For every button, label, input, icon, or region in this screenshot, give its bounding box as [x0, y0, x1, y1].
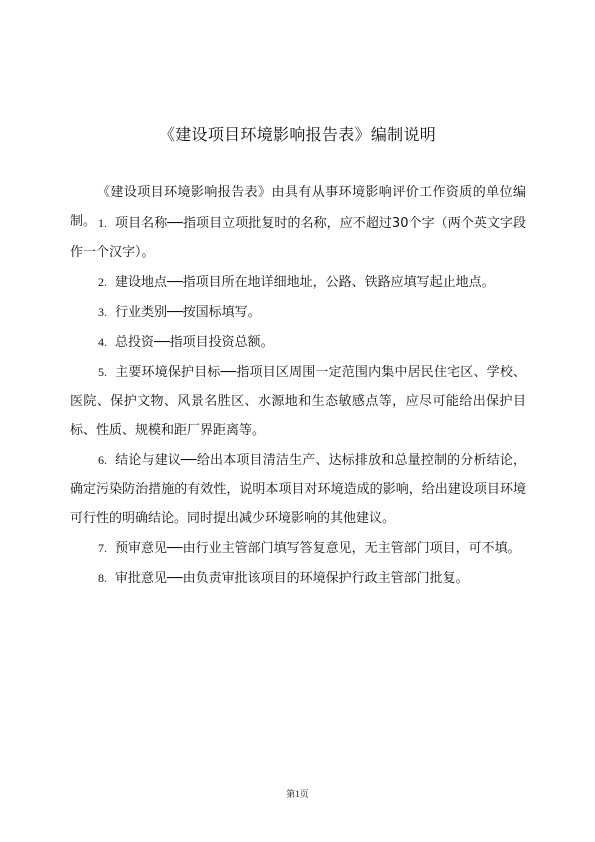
item-number: 3.: [98, 305, 107, 319]
list-item: [70, 268, 526, 297]
item-text: 主要环境保护目标──指项目区周围一定范围内集中居民住宅区、学校、医院、保护文物、风景名胜区、水源地和生态敏感点等，应尽可能给出保护目标、性质、规模和距厂界距离等。: [70, 365, 526, 438]
item-number: 7.: [98, 541, 107, 555]
list-item: [70, 534, 526, 563]
item-text: 行业类别──按国标填写。: [115, 305, 261, 320]
list-item: [70, 358, 526, 445]
document-title: 《建设项目环境影响报告表》编制说明: [158, 125, 437, 144]
list-item: [70, 328, 526, 357]
item-number: 1.: [98, 216, 107, 230]
intro-paragraph: 《建设项目环境影响报告表》由具有从事环境影响评价工作资质的单位编制。: [70, 185, 526, 229]
list-item: [70, 298, 526, 327]
list-item: [70, 564, 526, 593]
list-item: [70, 209, 526, 267]
item-number: 8.: [98, 571, 107, 585]
item-number: 5.: [98, 365, 107, 379]
item-text: 预审意见──由行业主管部门填写答复意见，无主管部门项目，可不填。: [115, 541, 521, 556]
instruction-list: [70, 209, 526, 594]
item-text: 项目名称──指项目立项批复时的名称，应不超过30个字（两个英文字段作一个汉字）。: [70, 216, 526, 260]
item-text: 总投资──指项目投资总额。: [115, 335, 274, 350]
item-number: 4.: [98, 335, 107, 349]
item-number: 6.: [98, 453, 107, 467]
item-text: 结论与建议──给出本项目清洁生产、达标排放和总量控制的分析结论，确定污染防治措施的有效性，说明本项目对环境造成的影响，给出建设项目环境可行性的明确结论。同时提出减少环境影响的其他建议。: [70, 453, 526, 526]
item-text: 建设地点──指项目所在地详细地址，公路、铁路应填写起止地点。: [115, 275, 495, 290]
item-number: 2.: [98, 275, 107, 289]
list-item: [70, 446, 526, 533]
page-number: 第1页: [286, 789, 309, 799]
item-text: 审批意见──由负责审批该项目的环境保护行政主管部门批复。: [115, 571, 469, 586]
